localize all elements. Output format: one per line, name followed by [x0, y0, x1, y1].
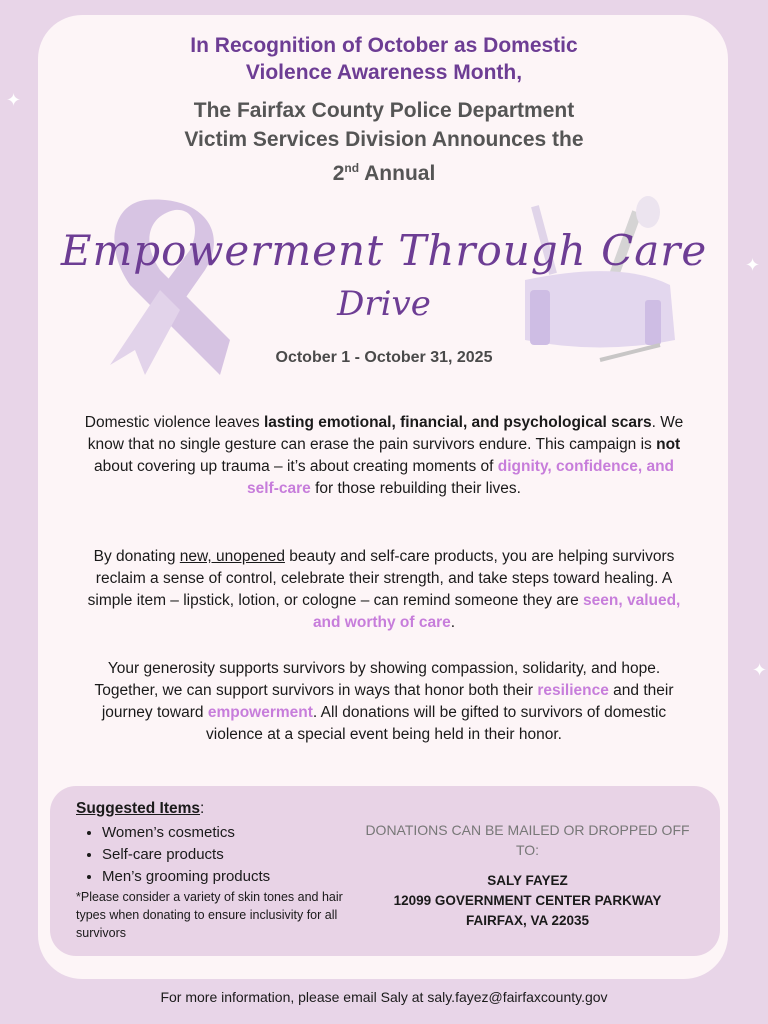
- header-recognition: [0, 32, 768, 86]
- header-line: Victim Services Division Announces the: [184, 128, 584, 151]
- suggested-title: Suggested Items: [76, 800, 201, 817]
- text: By donating: [93, 548, 180, 565]
- suggested-note: *Please consider a variety of skin tones and hair types when donating to ensure inclusivity for all survivors: [76, 890, 343, 940]
- annual: Annual: [359, 162, 436, 185]
- header-line: Violence Awareness Month,: [245, 61, 523, 84]
- header-line: [0, 154, 768, 188]
- ordinal: 2: [332, 162, 345, 185]
- paragraph-donating: [80, 546, 688, 634]
- highlight-text: dignity, confidence, and self-care: [247, 458, 675, 497]
- highlight-text: empowerment: [207, 704, 313, 721]
- drive-dates: October 1 - October 31, 2025: [275, 349, 493, 366]
- text: and their journey toward: [101, 682, 674, 721]
- list-item: • Women’s cosmetics: [102, 822, 270, 844]
- sparkle-icon: ✦: [6, 90, 22, 110]
- text: Your generosity supports survivors by showing compassion, solidarity, and hope. Together, we can support survivors in ways that honor both their: [94, 660, 661, 699]
- header-line: The Fairfax County Police Department: [193, 99, 575, 122]
- footer-contact: For more information, please email Saly at saly.fayez@fairfaxcounty.gov: [160, 989, 608, 1005]
- highlight-text: seen, valued, and worthy of care: [312, 592, 681, 631]
- highlight-text: resilience: [537, 682, 609, 699]
- underlined-text: new, unopened: [179, 548, 285, 565]
- ordinal-suffix: nd: [344, 161, 360, 175]
- drive-title-line2: Drive: [337, 284, 431, 324]
- suggested-heading: [76, 800, 204, 818]
- recipient-name: SALY FAYEZ: [487, 873, 568, 888]
- donations-label: DONATIONS CAN BE MAILED OR DROPPED OFF TO:: [365, 822, 690, 858]
- city-state-zip: FAIRFAX, VA 22035: [465, 913, 590, 928]
- suggested-list: [76, 822, 270, 888]
- text: Domestic violence leaves: [84, 414, 264, 431]
- list-item: • Men’s grooming products: [102, 866, 270, 888]
- text: beauty and self-care products, you are helping survivors reclaim a sense of control, celebrate their strength, and take steps toward healing. A simple item – lipstick, lotion, or cologne – can remind someone they are: [87, 548, 675, 609]
- text: for those rebuilding their lives.: [310, 480, 521, 497]
- drive-title: Empowerment Through Care: [60, 226, 708, 275]
- header-announcement: [0, 96, 768, 188]
- bold-text: lasting emotional, financial, and psychological scars: [264, 414, 652, 431]
- sparkle-icon: ✦: [745, 255, 761, 275]
- sparkle-icon: ✦: [752, 660, 768, 680]
- header-line: In Recognition of October as Domestic: [190, 34, 578, 57]
- paragraph-intro: [80, 412, 688, 500]
- makeup-bag-icon: [525, 196, 675, 360]
- street-address: 12099 GOVERNMENT CENTER PARKWAY: [393, 893, 662, 908]
- text: .: [450, 614, 456, 631]
- list-item: • Self-care products: [102, 844, 270, 866]
- text: . We know that no single gesture can erase the pain survivors endure. This campaign is: [87, 414, 684, 453]
- text: about covering up trauma – it’s about creating moments of: [93, 458, 498, 475]
- colon: :: [200, 800, 205, 817]
- text: . All donations will be gifted to survivors of domestic violence at a special event being held in their honor.: [206, 704, 667, 743]
- paragraph-generosity: [80, 658, 688, 746]
- bold-text: not: [656, 436, 681, 453]
- donation-address: [360, 871, 695, 931]
